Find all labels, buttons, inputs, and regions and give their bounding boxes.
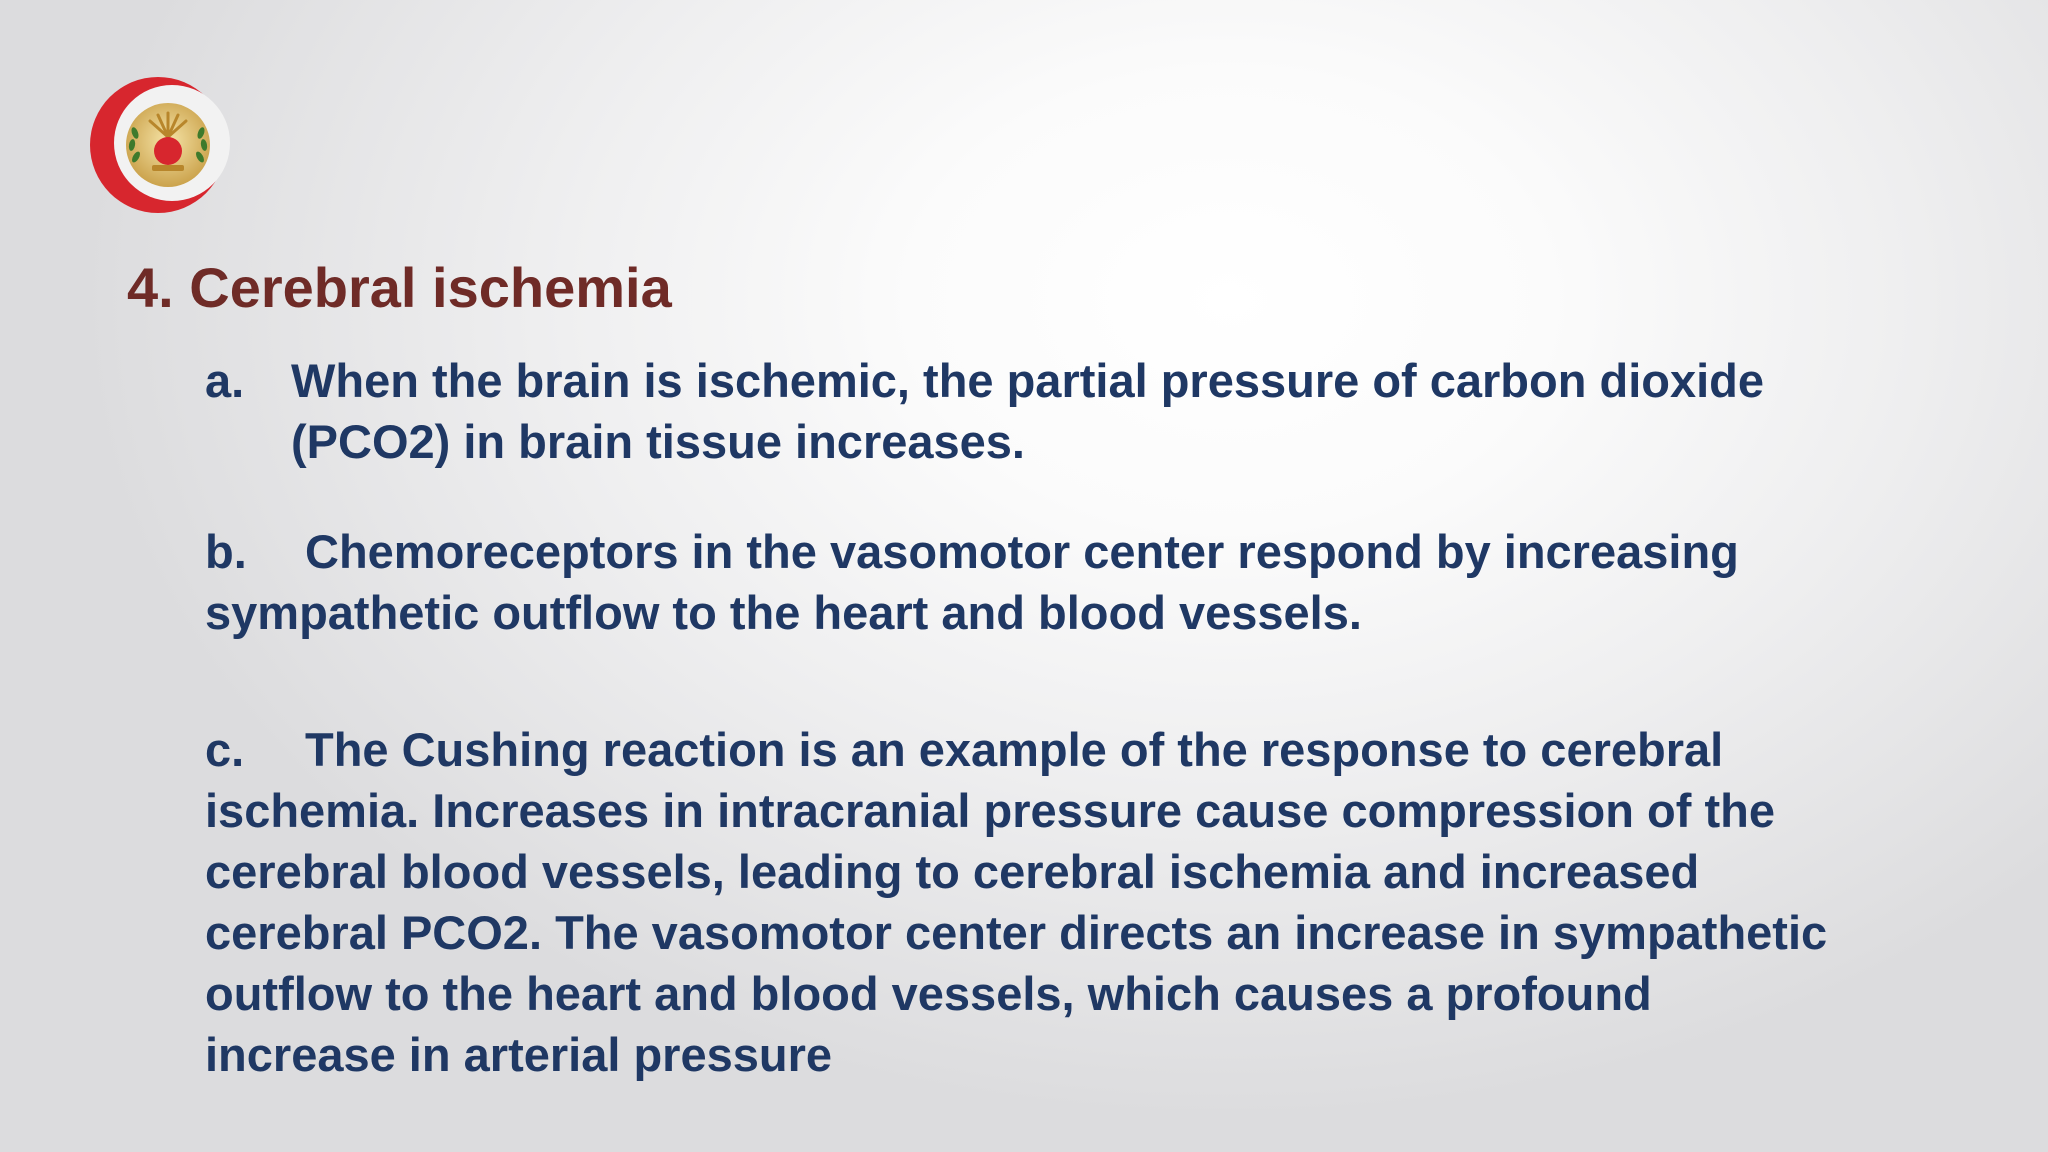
bullet-c-line: The Cushing reaction is an example of the response to cerebral [305,723,1724,776]
bullet-point-b [205,521,1925,643]
bullet-point-c [205,719,2005,1085]
faculty-logo [60,45,250,235]
bullet-marker-a: a. [205,354,245,407]
bullet-a-line: (PCO2) in brain tissue increases. [291,415,1025,468]
bullet-b-line: sympathetic outflow to the heart and blood vessels. [205,586,1362,639]
slide-title: 4. Cerebral ischemia [127,256,672,319]
bullet-c-first-line [205,719,2005,780]
bullet-c-line: increase in arterial pressure [205,1028,833,1081]
bullet-c-line: cerebral blood vessels, leading to cerebral ischemia and increased [205,845,1700,898]
faculty-logo-emblem [60,45,250,235]
bullet-b-first-line [205,521,1925,582]
bullet-text-a [291,350,1925,472]
bullet-a-line: When the brain is ischemic, the partial pressure of carbon dioxide [291,354,1765,407]
bullet-c-line: outflow to the heart and blood vessels, which causes a profound [205,967,1652,1020]
bullet-point-a [205,350,1925,472]
bullet-c-line: cerebral PCO2. The vasomotor center directs an increase in sympathetic [205,906,1828,959]
bullet-marker-c: c. [205,723,245,776]
bullet-b-line: Chemoreceptors in the vasomotor center respond by increasing [305,525,1739,578]
bullet-c-line: ischemia. Increases in intracranial pressure cause compression of the [205,784,1775,837]
bullet-marker-b: b. [205,525,247,578]
